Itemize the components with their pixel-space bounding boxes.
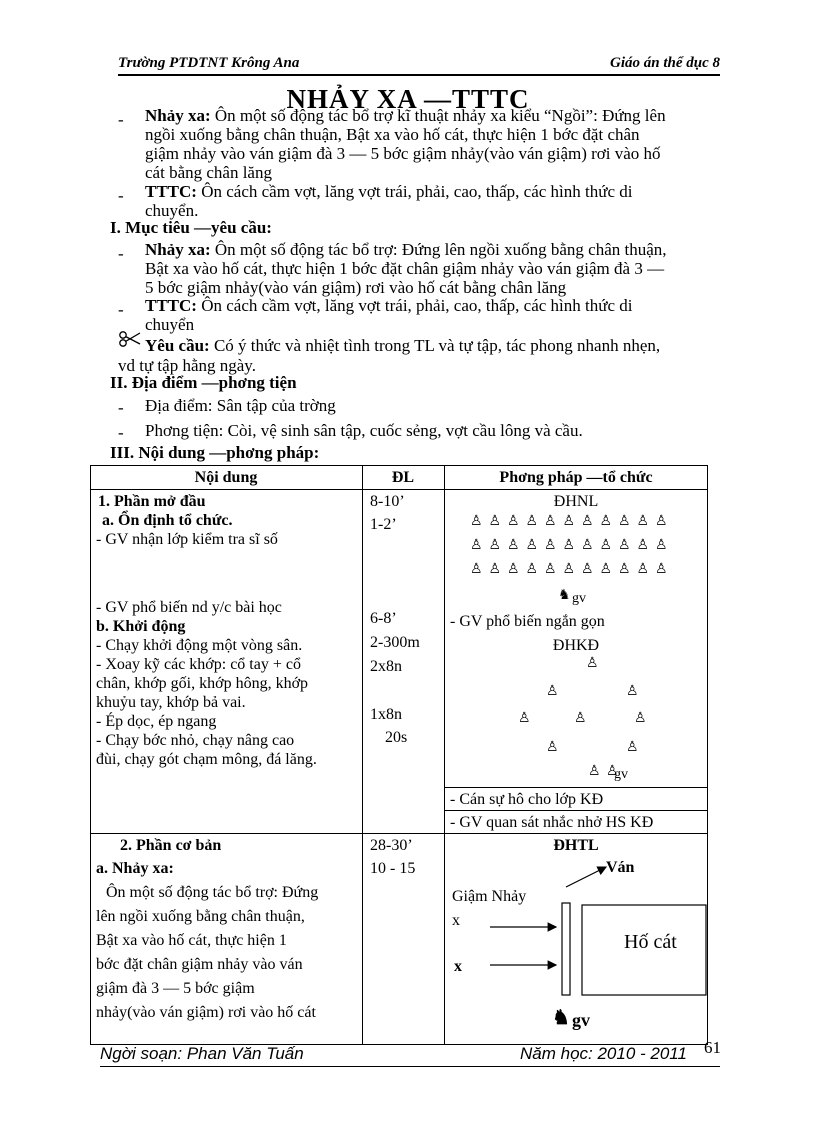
bullet-dash: - [118, 423, 124, 442]
student-formation-circle [510, 657, 670, 777]
content-line: - Xoay kỹ các khớp: cổ tay + cổ [96, 656, 301, 673]
student-icon: ♙ [562, 514, 576, 529]
bullet-dash: - [118, 398, 124, 417]
student-icon: ♙ [488, 514, 502, 529]
bullet-dash: - [118, 244, 124, 263]
jumper-mark: x [452, 912, 460, 929]
student-icon: ♙ [546, 684, 559, 699]
teacher-icon: ♞ [552, 1007, 570, 1029]
student-icon: ♙ [562, 562, 576, 577]
student-icon: ♙ [581, 562, 594, 577]
jumper-mark: x [454, 958, 462, 975]
student-icon: ♙ [586, 656, 599, 671]
student-icon: ♙ [581, 538, 594, 553]
method-note: - GV phổ biến ngắn gọn [450, 613, 605, 630]
formation-label: ĐHTL [553, 837, 599, 854]
content-line: - GV nhận lớp kiểm tra sĩ số [96, 531, 278, 548]
duration: 8-10’ [370, 493, 405, 510]
column-divider [362, 465, 363, 1045]
board-label: Ván [606, 859, 635, 876]
duration: 28-30’ [370, 837, 413, 854]
student-icon: ♙ [599, 562, 613, 577]
intro-item-nhay-xa: Nhảy xa: Ôn một số động tác bổ trợ kĩ thuật nhảy xa kiểu “Ngồi”: Đứng lên ngồi xuống bằng chân thuận, Bật xa vào hố cát, thực hiện 1 bớc đặt chân giậm nhảy vào ván giậm đà 3 — 5 bớc giậm nhảy(vào ván giậm) rơi vào hố cát bằng chân lăng [145, 106, 666, 182]
bullet-dash: - [118, 110, 124, 129]
duration: 2x8n [370, 658, 402, 675]
student-icon: ♙ [581, 514, 594, 529]
document-title: NHẢY XA —TTTC [286, 84, 530, 114]
cell-divider [444, 787, 708, 788]
student-icon: ♙ [636, 514, 650, 529]
content-line: - Chạy khởi động một vòng sân. [96, 637, 303, 654]
student-icon: ♙ [470, 538, 483, 553]
part-2a-title: a. Nhảy xa: [96, 860, 174, 877]
student-icon: ♙ [507, 562, 520, 577]
goal-item-nhay-xa: Nhảy xa: Ôn một số động tác bổ trợ: Đứng lên ngồi xuống bằng chân thuận, Bật xa vào hố cát, thực hiện 1 bớc đặt chân giậm nhảy vào ván giậm đà 3 — 5 bớc giậm nhảy(vào ván giậm) rơi vào hố cát bằng chân lăng [145, 240, 667, 297]
formation-label: ĐHKĐ [552, 637, 600, 654]
requirement-line-2: vd tự tập hằng ngày. [118, 356, 256, 375]
page-number: 61 [704, 1038, 721, 1057]
student-icon: ♙ [525, 514, 539, 529]
content-line: Bật xa vào hố cát, thực hiện 1 [96, 932, 287, 949]
method-note: - Cán sự hô cho lớp KĐ [450, 791, 604, 808]
student-icon: ♙ [525, 562, 539, 577]
header-duration: ĐL [391, 469, 415, 486]
student-icon: ♙ [618, 514, 631, 529]
intro-item-tttc: TTTC: Ôn cách cầm vợt, lăng vợt trái, phải, cao, thấp, các hình thức di chuyển. [145, 182, 633, 220]
section-1-title: I. Mục tiêu —yêu cầu: [110, 218, 272, 237]
content-line: nhảy(vào ván giậm) rơi vào hố cát [96, 1004, 316, 1021]
goal-item-tttc: TTTC: Ôn cách cầm vợt, lăng vợt trái, phải, cao, thấp, các hình thức di chuyển [145, 296, 633, 334]
page-footer [100, 1038, 721, 1072]
student-icon: ♙ [562, 538, 576, 553]
student-icon: ♙ [574, 711, 587, 726]
part-1-title: 1. Phần mở đầu [98, 493, 206, 510]
student-icon: ♙ [634, 711, 647, 726]
scissors-icon [118, 330, 142, 348]
board-arrow [566, 867, 606, 887]
row-divider [90, 833, 708, 834]
equipment-item: Phơng tiện: Còi, vệ sinh sân tập, cuốc sẻng, vợt cầu lông và cầu. [145, 421, 583, 440]
student-icon: ♙ [470, 514, 483, 529]
content-line: - GV phổ biến nd y/c bài học [96, 599, 282, 616]
content-line: giậm đà 3 — 5 bớc giậm [96, 980, 255, 997]
school-name: Trường PTDTNT Krông Ana [118, 55, 300, 71]
student-icon: ♙ [470, 562, 483, 577]
duration: 1-2’ [370, 516, 397, 533]
footer-rule [100, 1066, 720, 1067]
location-item: Địa điểm: Sân tập của trờng [145, 396, 336, 415]
bullet-dash: - [118, 300, 124, 319]
student-icon: ♙ [507, 538, 520, 553]
header-divider [90, 489, 708, 490]
author: Ngời soạn: Phan Văn Tuấn [100, 1044, 304, 1063]
student-icon: ♙ [507, 514, 520, 529]
content-line: đùi, chạy gót chạm mông, đá lăng. [96, 751, 317, 768]
student-icon: ♙ [488, 562, 502, 577]
content-line: bớc đặt chân giậm nhảy vào ván [96, 956, 303, 973]
duration: 10 - 15 [370, 860, 416, 877]
cell-divider [444, 810, 708, 811]
requirement: Yêu cầu: Có ý thức và nhiệt tình trong TL và tự tập, tác phong nhanh nhẹn, [145, 336, 661, 355]
student-icon: ♙ [626, 684, 639, 699]
content-line: chân, khớp gối, khớp hông, khớp [96, 675, 309, 692]
pit-label: Hố cát [624, 931, 677, 953]
student-icon: ♙ [618, 538, 631, 553]
section-2-title: II. Địa điểm —phơng tiện [110, 373, 297, 392]
formation-label: ĐHNL [553, 493, 599, 510]
student-icon: ♙ [626, 740, 639, 755]
takeoff-board [562, 903, 570, 995]
part-1a-title: a. Ổn định tổ chức. [102, 512, 233, 529]
content-line: Ôn một số động tác bổ trợ: Đứng [106, 884, 319, 901]
student-formation-grid [470, 515, 680, 581]
content-line: khuỷu tay, khớp bả vai. [96, 694, 246, 711]
part-1b-title: b. Khởi động [96, 618, 186, 635]
duration: 1x8n [370, 706, 402, 723]
header-method: Phơng pháp —tổ chức [499, 469, 653, 486]
student-icon: ♙ [525, 538, 539, 553]
subject-name: Giáo án thể dục 8 [609, 55, 720, 71]
section-3-title: III. Nội dung —phơng pháp: [110, 443, 320, 462]
bullet-dash: - [118, 186, 124, 205]
student-icon: ♙ [544, 538, 557, 553]
header-content: Nội dung [194, 469, 258, 486]
student-icon: ♙ [546, 740, 559, 755]
school-year: Năm học: 2010 - 2011 [520, 1044, 687, 1063]
takeoff-label: Giậm Nhảy [452, 888, 527, 905]
student-icon: ♙ [488, 538, 502, 553]
lesson-table [90, 465, 708, 1045]
content-line: lên ngồi xuống bằng chân thuận, [96, 908, 305, 925]
page-header [118, 54, 720, 76]
student-icon: ♙ [544, 562, 557, 577]
student-icon: ♙ [655, 514, 668, 529]
teacher-icon: ♞ [558, 588, 571, 603]
student-icon: ♙ [599, 538, 613, 553]
content-line: - Chạy bớc nhỏ, chạy nâng cao [96, 732, 295, 749]
part-2-title: 2. Phần cơ bản [120, 837, 222, 854]
student-icon: ♙ [636, 538, 650, 553]
method-note: - GV quan sát nhắc nhở HS KĐ [450, 814, 654, 831]
student-icon: ♙ [606, 764, 619, 779]
duration: 6-8’ [370, 610, 397, 627]
student-icon: ♙ [518, 711, 531, 726]
duration: 20s [385, 729, 408, 746]
student-icon: ♙ [544, 514, 557, 529]
student-icon: ♙ [636, 562, 650, 577]
content-line: - Ép dọc, ép ngang [96, 713, 217, 730]
student-icon: ♙ [655, 562, 668, 577]
teacher-label: gv [572, 591, 586, 606]
student-icon: ♙ [588, 764, 601, 779]
duration: 2-300m [370, 634, 420, 651]
student-icon: ♙ [599, 514, 613, 529]
teacher-label: gv [614, 767, 628, 782]
teacher-label: gv [572, 1010, 590, 1030]
student-icon: ♙ [618, 562, 631, 577]
student-icon: ♙ [655, 538, 668, 553]
